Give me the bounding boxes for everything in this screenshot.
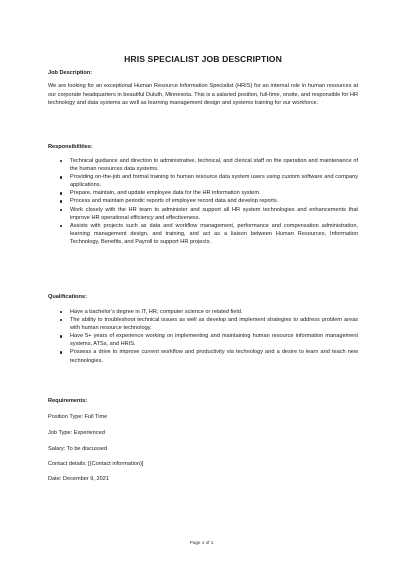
position-type: Position Type: Full Time (48, 414, 108, 420)
job-type: Job Type: Experienced (48, 430, 105, 436)
contact-details: Contact details: [(Contact information)] (48, 461, 144, 467)
list-item: Possess a drive to improve current workflow and productivity via technology and a desire to learn and teach new technologies. (48, 348, 358, 364)
list-item: Prepare, maintain, and update employee data for the HR information system. (48, 189, 358, 197)
job-description-heading: Job Description: (48, 70, 93, 76)
qualifications-heading: Qualifications: (48, 294, 87, 300)
requirements-heading: Requirements: (48, 398, 88, 404)
list-item: Assists with projects such as data and workflow management, performance and compensation administration, learning management design, and training, and act as a liaison between Human Resources, Information Technology, Benefits, and Payroll to support HR projects. (48, 222, 358, 246)
list-item: Work closely with the HR team to administer and support all HR system technologies and enhancements that improve HR operational efficiency and effectiveness. (48, 206, 358, 222)
list-item: Have a bachelor’s degree in IT, HR, computer science or related field. (48, 308, 358, 316)
job-description-text: We are looking for an exceptional Human Resource Information Specialist (HRIS) for an internal role in human resources at our corporate headquarters in beautiful Duluth, Minnesota. This is a salaried position, full-time, onsite, and responsible for HR technology and data systems as well as learning management design and systems training for our workforce. (48, 83, 358, 107)
responsibilities-heading: Responsibilities: (48, 144, 93, 150)
page-title: HRIS SPECIALIST JOB DESCRIPTION (124, 54, 282, 64)
responsibilities-list (48, 157, 358, 246)
list-item: Process and maintain periodic reports of employee record data and develop reports. (48, 197, 358, 205)
list-item: The ability to troubleshoot technical issues as well as develop and implement strategies to address problem areas with human resource technology. (48, 316, 358, 332)
list-item: Have 5+ years of experience working on implementing and maintaining human resource information management systems, ATSs, and HRIS. (48, 332, 358, 348)
list-item: Technical guidance and direction to administrative, technical, and clerical staff on the operation and maintenance of the human resources data systems. (48, 157, 358, 173)
page-footer: Page 1 of 1 (189, 540, 214, 545)
qualifications-list (48, 308, 358, 365)
salary: Salary: To be discussed (48, 446, 107, 452)
date: Date: December 9, 2021 (48, 476, 109, 482)
list-item: Providing on-the-job and formal training to human resource data system users using custom software and company applications. (48, 173, 358, 189)
